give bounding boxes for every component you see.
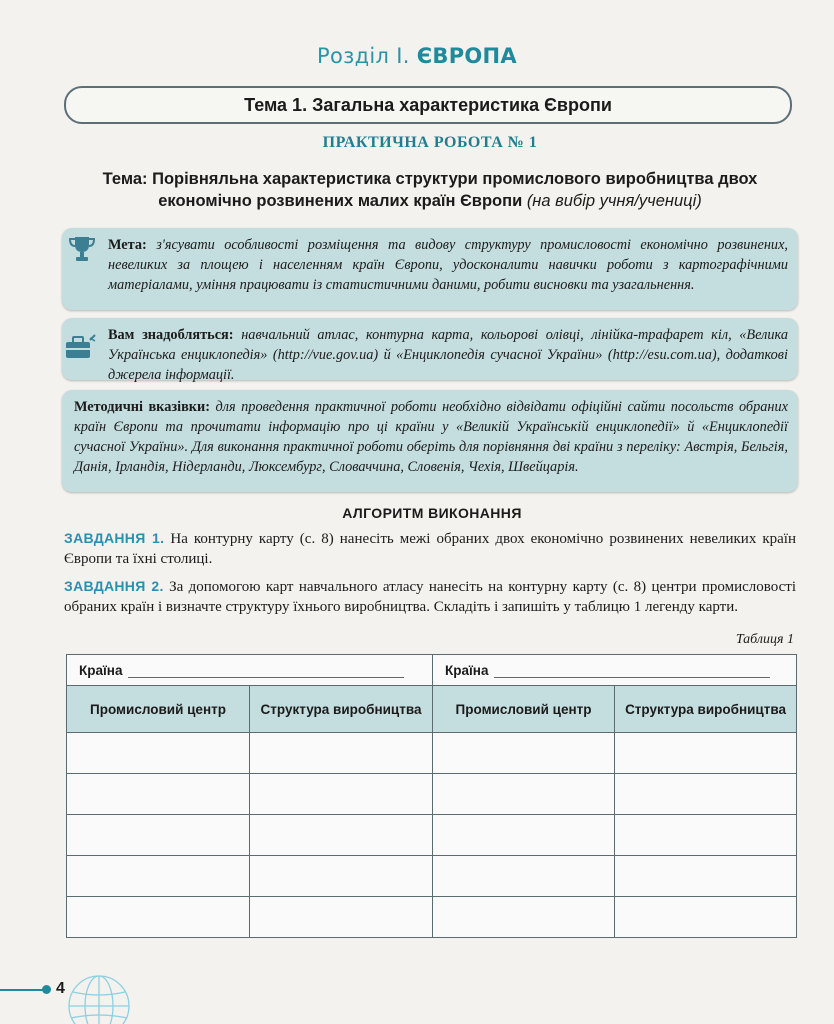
table-cell[interactable]: [615, 897, 797, 938]
trophy-icon: [66, 234, 98, 264]
page-line: [0, 989, 46, 991]
table-cell[interactable]: [67, 897, 250, 938]
globe-icon: [66, 968, 132, 1024]
practical-work-title: ПРАКТИЧНА РОБОТА № 1: [322, 134, 538, 151]
task-1-text: На контурну карту (с. 8) нанесіть межі обраних двох економічно розвинених невеликих країн Європи та їхні столиці.: [64, 531, 796, 567]
theme-text: Тема: Порівняльна характеристика структури промислового виробництва двох економічно розвинених малих країн Європи: [102, 170, 758, 210]
task-2-label: ЗАВДАННЯ 2.: [64, 578, 164, 594]
materials-text: навчальний атлас, контурна карта, кольорові олівці, лінійка-трафарет кіл, «Велика Українська енциклопедія» (http://vue.gov.ua) й «Енциклопедія сучасної України» (http://esu.com.ua), додаткові джерела інформації.: [108, 327, 789, 383]
guidelines-label: Методичні вказівки:: [74, 399, 211, 415]
country-row: [67, 655, 797, 686]
task-1-label: ЗАВДАННЯ 1.: [64, 530, 165, 546]
country-input-line-1[interactable]: [128, 663, 404, 678]
table-cell[interactable]: [433, 856, 615, 897]
guidelines-box: [62, 390, 798, 492]
country-input-line-2[interactable]: [494, 663, 770, 678]
goal-text: з'ясувати особливості розміщення та видову структуру промисловості економічно розвинених, невеликих за площею і населенням країн Європи, удосконалити навички роботи з картографічними матеріалами, уміння працювати із статистичними даними, робити висновки та узагальнення.: [108, 237, 788, 293]
table-cell[interactable]: [615, 774, 797, 815]
topic-heading: [64, 86, 792, 124]
section-prefix: Розділ І.: [317, 44, 410, 68]
table-body: [67, 733, 797, 938]
table-row: [67, 774, 797, 815]
header-industrial-center-1: Промисловий центр: [67, 686, 250, 733]
table-cell[interactable]: [250, 856, 433, 897]
table-caption: Таблиця 1: [735, 632, 794, 647]
task-1: [64, 528, 796, 569]
comparison-table: [66, 654, 797, 938]
table-cell[interactable]: [67, 856, 250, 897]
table-cell[interactable]: [615, 733, 797, 774]
table-cell[interactable]: [67, 733, 250, 774]
country-cell-2[interactable]: [433, 655, 797, 686]
table-cell[interactable]: [67, 815, 250, 856]
table-cell[interactable]: [615, 856, 797, 897]
table-cell[interactable]: [433, 897, 615, 938]
section-name: ЄВРОПА: [416, 44, 517, 68]
table-cell[interactable]: [250, 733, 433, 774]
header-industrial-center-2: Промисловий центр: [433, 686, 615, 733]
materials-label: Вам знадобляться:: [108, 327, 234, 343]
country-cell-1[interactable]: [67, 655, 433, 686]
topic-title: Тема 1. Загальна характеристика Європи: [244, 94, 612, 115]
table-cell[interactable]: [615, 815, 797, 856]
table-cell[interactable]: [250, 815, 433, 856]
page-dot: [42, 985, 51, 994]
table-row: [67, 815, 797, 856]
guidelines-text: для проведення практичної роботи необхідно відвідати офіційні сайти посольств обраних країн Європи та прочитати інформацію про ці країни у «Великій Українській енциклопедії» й «Енциклопедії сучасної України». Для виконання практичної роботи оберіть для порівняння дві країни з переліку: Австрія, Бельгія, Данія, Ірландія, Нідерланди, Люксембург, Словаччина, Словенія, Чехія, Швейцарія.: [74, 399, 788, 475]
header-production-structure-2: Структура виробництва: [615, 686, 797, 733]
table-cell[interactable]: [433, 774, 615, 815]
task-2-text: За допомогою карт навчального атласу нанесіть на контурну карту (с. 8) центри промисловості обраних країн і визначте структуру їхнього виробництва. Складіть і запишіть у таблицю 1 легенду карти.: [64, 579, 797, 615]
table-cell[interactable]: [433, 815, 615, 856]
table-header-row: [67, 686, 797, 733]
materials-box: [62, 318, 798, 383]
section-title: [0, 44, 834, 68]
goal-box: [62, 228, 798, 310]
table-row: [67, 897, 797, 938]
country-label-2: Країна: [445, 662, 489, 678]
table-row: [67, 856, 797, 897]
table-row: [67, 733, 797, 774]
table-cell[interactable]: [433, 733, 615, 774]
page-number: 4: [56, 980, 65, 997]
task-2: [64, 576, 796, 617]
table-cell[interactable]: [250, 897, 433, 938]
header-production-structure-1: Структура виробництва: [250, 686, 433, 733]
table-cell[interactable]: [250, 774, 433, 815]
algorithm-title: АЛГОРИТМ ВИКОНАННЯ: [342, 505, 522, 521]
theme-statement: [60, 168, 800, 212]
goal-label: Мета:: [108, 237, 147, 253]
theme-note: (на вибір учня/учениці): [526, 192, 702, 210]
table-cell[interactable]: [67, 774, 250, 815]
country-label-1: Країна: [79, 662, 123, 678]
toolbox-icon: [64, 332, 96, 362]
